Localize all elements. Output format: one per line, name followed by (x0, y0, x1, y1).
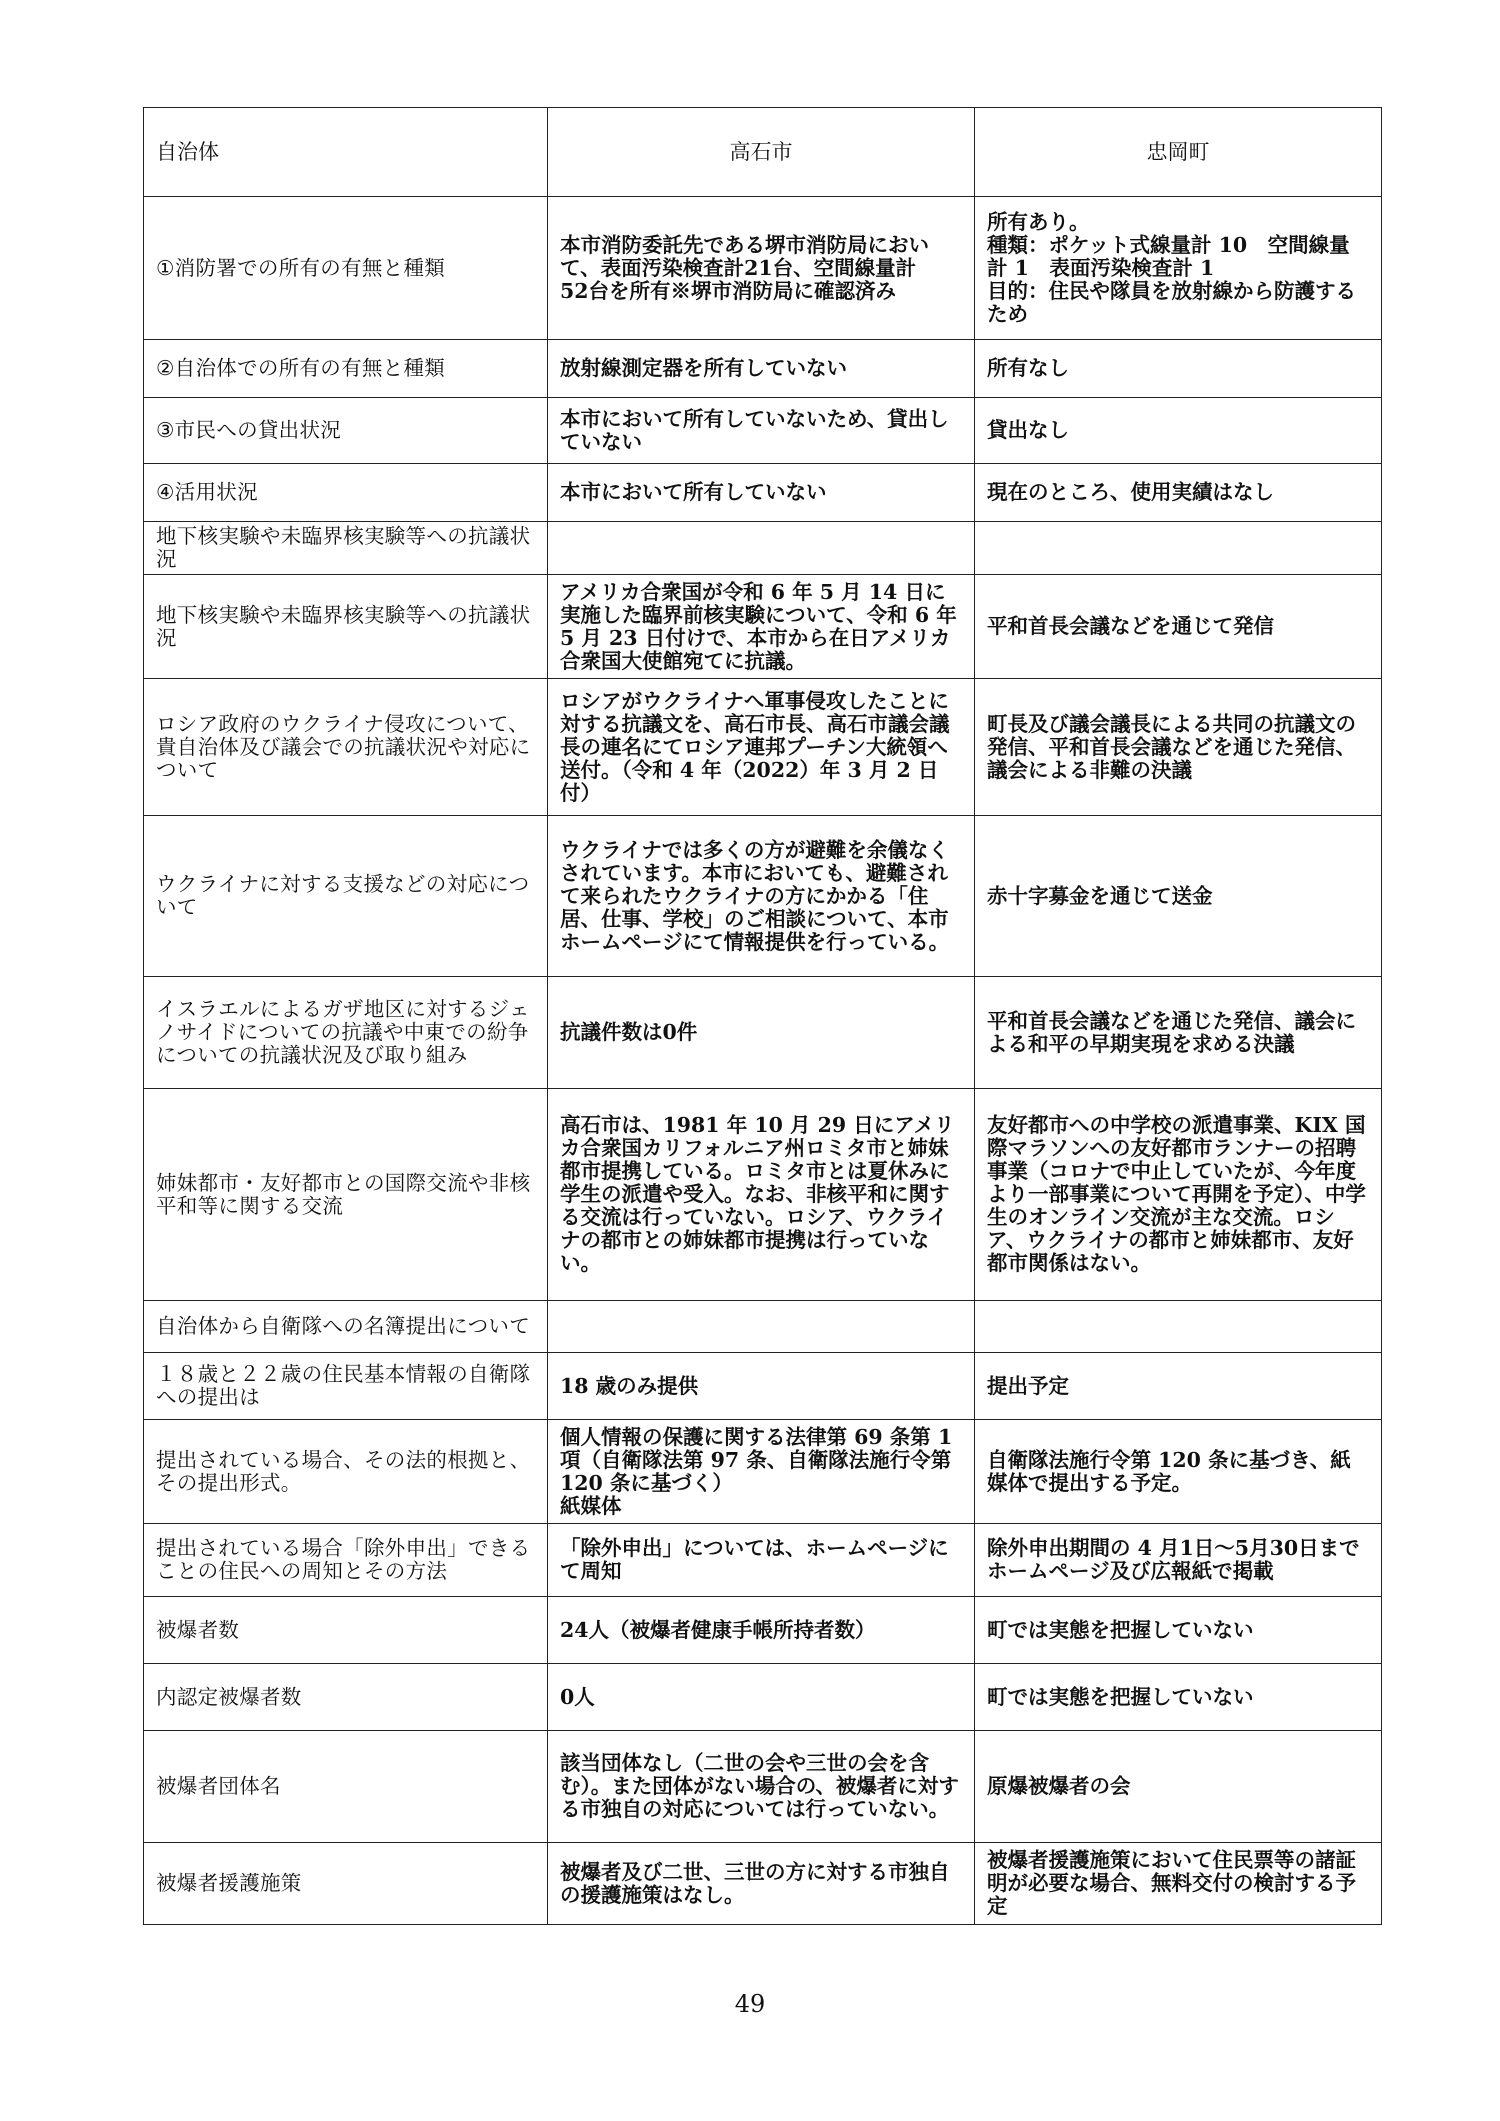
takaishi-cell (548, 522, 975, 575)
tadaoka-cell: 除外申出期間の 4 月1日～5月30日までホームページ及び広報紙で掲載 (975, 1524, 1382, 1597)
table-row (144, 1420, 1382, 1524)
tadaoka-cell: 提出予定 (975, 1353, 1382, 1420)
row-label: ②自治体での所有の有無と種類 (144, 340, 548, 398)
tadaoka-cell (975, 1301, 1382, 1353)
survey-table (143, 107, 1382, 1925)
tadaoka-cell: 所有あり。 種類：ポケット式線量計 10 空間線量計 1 表面汚染検査計 1 目的：住民や隊員を放射線から防護するため (975, 197, 1382, 340)
takaishi-cell: 本市において所有していないため、貸出していない (548, 398, 975, 464)
row-label: 提出されている場合、その法的根拠と、その提出形式。 (144, 1420, 548, 1524)
row-label: イスラエルによるガザ地区に対するジェノサイドについての抗議や中東での紛争についての抗議状況及び取り組み (144, 977, 548, 1089)
table-row (144, 816, 1382, 977)
row-label: 内認定被爆者数 (144, 1664, 548, 1731)
takaishi-cell (548, 1301, 975, 1353)
table-row (144, 1089, 1382, 1301)
table-row (144, 197, 1382, 340)
takaishi-cell: アメリカ合衆国が令和 6 年 5 月 14 日に実施した臨界前核実験について、令和 6 年 5 月 23 日付けで、本市から在日アメリカ合衆国大使館宛てに抗議。 (548, 575, 975, 679)
takaishi-cell: 高石市は、1981 年 10 月 29 日にアメリカ合衆国カリフォルニア州ロミタ市と姉妹都市提携している。ロミタ市とは夏休みに学生の派遣や受入。なお、非核平和に関する交流は行っていない。ロシア、ウクライナの都市との姉妹都市提携は行っていない。 (548, 1089, 975, 1301)
row-label: 姉妹都市・友好都市との国際交流や非核平和等に関する交流 (144, 1089, 548, 1301)
table-row (144, 679, 1382, 816)
header-tadaoka: 忠岡町 (975, 108, 1382, 197)
table-row (144, 575, 1382, 679)
takaishi-cell: 個人情報の保護に関する法律第 69 条第 1 項（自衛隊法第 97 条、自衛隊法施行令第 120 条に基づく） 紙媒体 (548, 1420, 975, 1524)
tadaoka-cell: 町では実態を把握していない (975, 1664, 1382, 1731)
tadaoka-cell: 町長及び議会議長による共同の抗議文の発信、平和首長会議などを通じた発信、議会による非難の決議 (975, 679, 1382, 816)
table-header-row (144, 108, 1382, 197)
header-municipality: 自治体 (144, 108, 548, 197)
takaishi-cell: 該当団体なし（二世の会や三世の会を含む）。また団体がない場合の、被爆者に対する市独自の対応については行っていない。 (548, 1731, 975, 1843)
tadaoka-cell: 被爆者援護施策において住民票等の諸証明が必要な場合、無料交付の検討する予定 (975, 1843, 1382, 1925)
tadaoka-cell: 平和首長会議などを通じた発信、議会による和平の早期実現を求める決議 (975, 977, 1382, 1089)
table-row (144, 1731, 1382, 1843)
table-row (144, 1843, 1382, 1925)
row-label: 地下核実験や未臨界核実験等への抗議状況 (144, 575, 548, 679)
row-label: ①消防署での所有の有無と種類 (144, 197, 548, 340)
row-label: １８歳と２２歳の住民基本情報の自衛隊への提出は (144, 1353, 548, 1420)
row-label: 被爆者援護施策 (144, 1843, 548, 1925)
takaishi-cell: 放射線測定器を所有していない (548, 340, 975, 398)
takaishi-cell: 18 歳のみ提供 (548, 1353, 975, 1420)
table-row (144, 1353, 1382, 1420)
tadaoka-cell: 自衛隊法施行令第 120 条に基づき、紙媒体で提出する予定。 (975, 1420, 1382, 1524)
row-label: 自治体から自衛隊への名簿提出について (144, 1301, 548, 1353)
row-label: ロシア政府のウクライナ侵攻について、貴自治体及び議会での抗議状況や対応について (144, 679, 548, 816)
table-row (144, 1301, 1382, 1353)
tadaoka-cell: 所有なし (975, 340, 1382, 398)
row-label: ④活用状況 (144, 464, 548, 522)
table-row (144, 1524, 1382, 1597)
row-label: ③市民への貸出状況 (144, 398, 548, 464)
header-takaishi: 高石市 (548, 108, 975, 197)
table-row (144, 464, 1382, 522)
tadaoka-cell: 平和首長会議などを通じて発信 (975, 575, 1382, 679)
table-row (144, 398, 1382, 464)
takaishi-cell: 本市において所有していない (548, 464, 975, 522)
takaishi-cell: 抗議件数は0件 (548, 977, 975, 1089)
table-row (144, 340, 1382, 398)
takaishi-cell: 0人 (548, 1664, 975, 1731)
takaishi-cell: ウクライナでは多くの方が避難を余儀なくされています。本市においても、避難されて来られたウクライナの方にかかる「住居、仕事、学校」のご相談について、本市ホームページにて情報提供を行っている。 (548, 816, 975, 977)
row-label: ウクライナに対する支援などの対応について (144, 816, 548, 977)
tadaoka-cell: 友好都市への中学校の派遣事業、KIX 国際マラソンへの友好都市ランナーの招聘事業（コロナで中止していたが、今年度より一部事業について再開を予定）、中学生のオンライン交流が主な交流。ロシア、ウクライナの都市と姉妹都市、友好都市関係はない。 (975, 1089, 1382, 1301)
takaishi-cell: 24人（被爆者健康手帳所持者数） (548, 1597, 975, 1664)
row-label: 被爆者数 (144, 1597, 548, 1664)
takaishi-cell: ロシアがウクライナへ軍事侵攻したことに対する抗議文を、高石市長、高石市議会議長の連名にてロシア連邦プーチン大統領へ送付。（令和 4 年（2022）年 3 月 2 日付） (548, 679, 975, 816)
row-label: 被爆者団体名 (144, 1731, 548, 1843)
tadaoka-cell: 赤十字募金を通じて送金 (975, 816, 1382, 977)
tadaoka-cell: 現在のところ、使用実績はなし (975, 464, 1382, 522)
takaishi-cell: 本市消防委託先である堺市消防局において、表面汚染検査計21台、空間線量計 52台を所有※堺市消防局に確認済み (548, 197, 975, 340)
table-row (144, 522, 1382, 575)
row-label: 地下核実験や未臨界核実験等への抗議状況 (144, 522, 548, 575)
row-label: 提出されている場合「除外申出」できることの住民への周知とその方法 (144, 1524, 548, 1597)
takaishi-cell: 「除外申出」については、ホームページにて周知 (548, 1524, 975, 1597)
table-row (144, 1597, 1382, 1664)
tadaoka-cell: 町では実態を把握していない (975, 1597, 1382, 1664)
tadaoka-cell: 貸出なし (975, 398, 1382, 464)
table-row (144, 1664, 1382, 1731)
table-row (144, 977, 1382, 1089)
tadaoka-cell (975, 522, 1382, 575)
page-number: 49 (734, 1990, 766, 2018)
tadaoka-cell: 原爆被爆者の会 (975, 1731, 1382, 1843)
takaishi-cell: 被爆者及び二世、三世の方に対する市独自の援護施策はなし。 (548, 1843, 975, 1925)
